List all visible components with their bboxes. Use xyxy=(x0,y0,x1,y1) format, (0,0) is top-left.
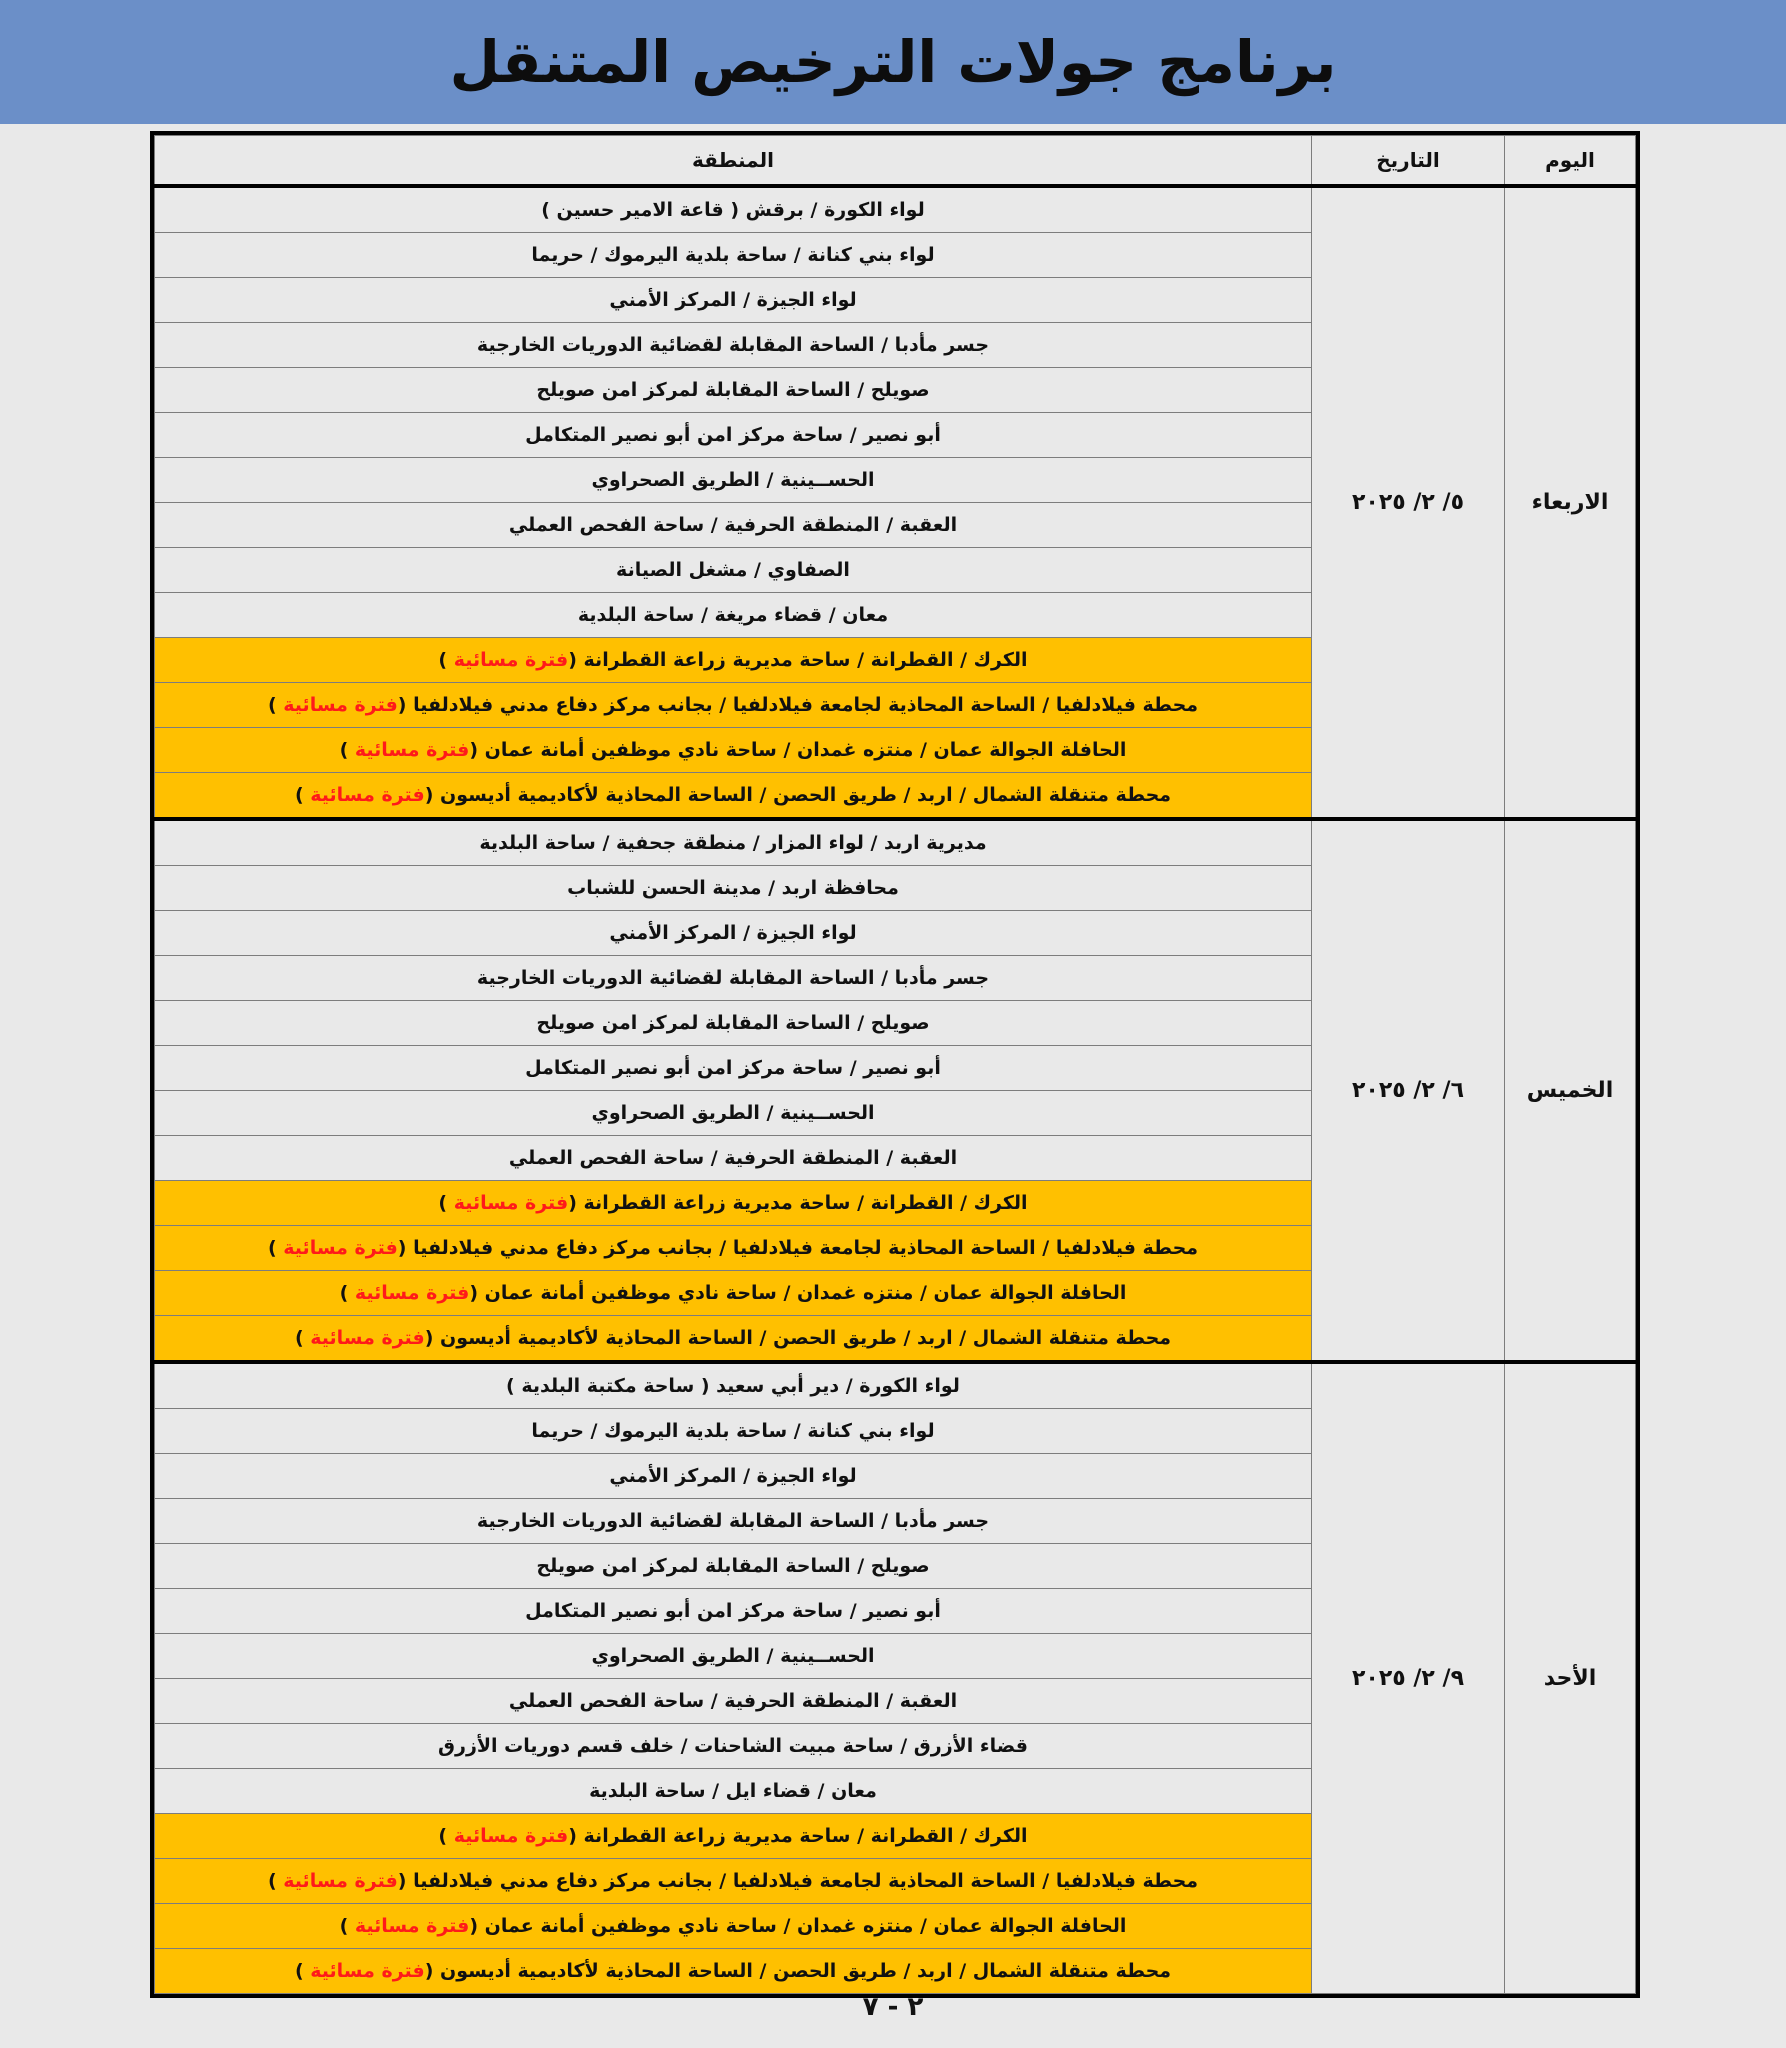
location-text: لواء الكورة / برقش ( قاعة الامير حسين ) xyxy=(541,199,925,221)
header-day: اليوم xyxy=(1505,136,1636,187)
header-region: المنطقة xyxy=(155,136,1312,187)
location-cell xyxy=(155,593,1312,638)
location-text: جسر مأدبا / الساحة المقابلة لقضائية الدوريات الخارجية xyxy=(476,967,990,989)
evening-period-label: فترة مسائية xyxy=(354,1282,470,1304)
closing-paren: ) xyxy=(339,739,355,761)
location-text: الحســينية / الطريق الصحراوي xyxy=(591,1102,875,1124)
location-cell xyxy=(155,1316,1312,1363)
location-text: الكرك / القطرانة / ساحة مديرية زراعة القطرانة ( xyxy=(568,1825,1028,1847)
location-cell xyxy=(155,1769,1312,1814)
location-cell xyxy=(155,1544,1312,1589)
location-text: صويلح / الساحة المقابلة لمركز امن صويلح xyxy=(536,1012,930,1034)
location-text: أبو نصير / ساحة مركز امن أبو نصير المتكامل xyxy=(525,424,941,446)
location-cell xyxy=(155,1724,1312,1769)
location-text: الحافلة الجوالة عمان / منتزه غمدان / ساحة نادي موظفين أمانة عمان ( xyxy=(469,1282,1127,1304)
location-text: الكرك / القطرانة / ساحة مديرية زراعة القطرانة ( xyxy=(568,1192,1028,1214)
location-cell xyxy=(155,368,1312,413)
day-cell: الخميس xyxy=(1505,819,1636,1362)
location-cell xyxy=(155,233,1312,278)
location-cell xyxy=(155,1454,1312,1499)
location-text: صويلح / الساحة المقابلة لمركز امن صويلح xyxy=(536,379,930,401)
location-text: العقبة / المنطقة الحرفية / ساحة الفحص العملي xyxy=(508,1147,958,1169)
location-text: لواء الجيزة / المركز الأمني xyxy=(609,289,857,311)
location-cell xyxy=(155,911,1312,956)
location-cell xyxy=(155,1679,1312,1724)
day-group xyxy=(155,819,1636,1362)
location-text: العقبة / المنطقة الحرفية / ساحة الفحص العملي xyxy=(508,514,958,536)
location-cell xyxy=(155,1181,1312,1226)
evening-period-label: فترة مسائية xyxy=(453,1192,569,1214)
location-text: محافظة اربد / مدينة الحسن للشباب xyxy=(567,877,899,899)
location-cell xyxy=(155,866,1312,911)
location-cell xyxy=(155,638,1312,683)
schedule-table xyxy=(154,135,1636,1994)
closing-paren: ) xyxy=(294,1327,311,1349)
location-text: محطة متنقلة الشمال / اربد / طريق الحصن / الساحة المحاذية لأكاديمية أديسون ( xyxy=(424,1327,1172,1349)
location-cell xyxy=(155,1001,1312,1046)
date-cell: ٩/ ٢/ ٢٠٢٥ xyxy=(1312,1362,1505,1994)
location-cell xyxy=(155,413,1312,458)
location-text: لواء الكورة / دير أبي سعيد ( ساحة مكتبة البلدية ) xyxy=(506,1375,960,1397)
closing-paren: ) xyxy=(339,1282,355,1304)
header-date: التاريخ xyxy=(1312,136,1505,187)
location-text: محطة فيلادلفيا / الساحة المحاذية لجامعة فيلادلفيا / بجانب مركز دفاع مدني فيلادلفيا ( xyxy=(397,1870,1199,1892)
location-cell xyxy=(155,1136,1312,1181)
location-text: معان / قضاء مريغة / ساحة البلدية xyxy=(577,604,889,626)
location-text: محطة متنقلة الشمال / اربد / طريق الحصن / الساحة المحاذية لأكاديمية أديسون ( xyxy=(424,784,1172,806)
location-text: محطة متنقلة الشمال / اربد / طريق الحصن / الساحة المحاذية لأكاديمية أديسون ( xyxy=(424,1960,1172,1982)
location-cell xyxy=(155,1814,1312,1859)
closing-paren: ) xyxy=(294,1960,311,1982)
location-text: صويلح / الساحة المقابلة لمركز امن صويلح xyxy=(536,1555,930,1577)
location-text: الحســينية / الطريق الصحراوي xyxy=(591,1645,875,1667)
table-row xyxy=(155,186,1636,233)
evening-period-label: فترة مسائية xyxy=(283,694,398,716)
location-cell xyxy=(155,1589,1312,1634)
closing-paren: ) xyxy=(339,1915,355,1937)
location-cell xyxy=(155,458,1312,503)
location-text: الحافلة الجوالة عمان / منتزه غمدان / ساحة نادي موظفين أمانة عمان ( xyxy=(469,1915,1127,1937)
closing-paren: ) xyxy=(267,1870,284,1892)
location-cell xyxy=(155,1091,1312,1136)
day-group xyxy=(155,1362,1636,1994)
location-text: الحســينية / الطريق الصحراوي xyxy=(591,469,875,491)
title-banner xyxy=(0,0,1786,124)
location-cell xyxy=(155,819,1312,866)
location-text: لواء الجيزة / المركز الأمني xyxy=(609,922,857,944)
closing-paren: ) xyxy=(267,1237,284,1259)
day-group xyxy=(155,186,1636,819)
location-cell xyxy=(155,1046,1312,1091)
location-cell xyxy=(155,548,1312,593)
evening-period-label: فترة مسائية xyxy=(354,739,470,761)
closing-paren: ) xyxy=(438,1192,454,1214)
location-text: الكرك / القطرانة / ساحة مديرية زراعة القطرانة ( xyxy=(568,649,1028,671)
location-cell xyxy=(155,323,1312,368)
page-number: ٢ - ٧ xyxy=(862,1992,924,2022)
evening-period-label: فترة مسائية xyxy=(453,1825,569,1847)
schedule-sheet xyxy=(150,131,1640,1998)
location-cell xyxy=(155,956,1312,1001)
location-cell xyxy=(155,728,1312,773)
location-text: الصفاوي / مشغل الصيانة xyxy=(616,559,850,581)
evening-period-label: فترة مسائية xyxy=(354,1915,470,1937)
location-cell xyxy=(155,683,1312,728)
location-text: محطة فيلادلفيا / الساحة المحاذية لجامعة فيلادلفيا / بجانب مركز دفاع مدني فيلادلفيا ( xyxy=(397,1237,1199,1259)
closing-paren: ) xyxy=(267,694,284,716)
location-cell xyxy=(155,1904,1312,1949)
location-cell xyxy=(155,503,1312,548)
location-text: لواء بني كنانة / ساحة بلدية اليرموك / حريما xyxy=(531,1420,935,1442)
location-cell xyxy=(155,1499,1312,1544)
location-cell xyxy=(155,1362,1312,1409)
location-text: قضاء الأزرق / ساحة مبيت الشاحنات / خلف قسم دوريات الأزرق xyxy=(438,1735,1028,1757)
date-cell: ٦/ ٢/ ٢٠٢٥ xyxy=(1312,819,1505,1362)
location-text: العقبة / المنطقة الحرفية / ساحة الفحص العملي xyxy=(508,1690,958,1712)
location-text: الحافلة الجوالة عمان / منتزه غمدان / ساحة نادي موظفين أمانة عمان ( xyxy=(469,739,1127,761)
location-cell xyxy=(155,1271,1312,1316)
location-cell xyxy=(155,1859,1312,1904)
evening-period-label: فترة مسائية xyxy=(283,1870,398,1892)
evening-period-label: فترة مسائية xyxy=(310,1960,425,1982)
page-title: برنامج جولات الترخيص المتنقل xyxy=(449,28,1337,96)
location-cell xyxy=(155,1634,1312,1679)
closing-paren: ) xyxy=(294,784,311,806)
location-text: مديرية اربد / لواء المزار / منطقة جحفية / ساحة البلدية xyxy=(479,832,987,854)
evening-period-label: فترة مسائية xyxy=(310,1327,425,1349)
location-text: جسر مأدبا / الساحة المقابلة لقضائية الدوريات الخارجية xyxy=(476,334,990,356)
location-cell xyxy=(155,278,1312,323)
location-cell xyxy=(155,1409,1312,1454)
location-text: معان / قضاء ايل / ساحة البلدية xyxy=(589,1780,877,1802)
day-cell: الاربعاء xyxy=(1505,186,1636,819)
location-cell xyxy=(155,186,1312,233)
closing-paren: ) xyxy=(438,649,454,671)
evening-period-label: فترة مسائية xyxy=(283,1237,398,1259)
location-text: محطة فيلادلفيا / الساحة المحاذية لجامعة فيلادلفيا / بجانب مركز دفاع مدني فيلادلفيا ( xyxy=(397,694,1199,716)
location-cell xyxy=(155,1949,1312,1994)
location-cell xyxy=(155,773,1312,820)
header-row xyxy=(155,136,1636,187)
evening-period-label: فترة مسائية xyxy=(310,784,425,806)
location-text: جسر مأدبا / الساحة المقابلة لقضائية الدوريات الخارجية xyxy=(476,1510,990,1532)
location-text: لواء بني كنانة / ساحة بلدية اليرموك / حريما xyxy=(531,244,935,266)
table-row xyxy=(155,1362,1636,1409)
closing-paren: ) xyxy=(438,1825,454,1847)
evening-period-label: فترة مسائية xyxy=(453,649,569,671)
table-row xyxy=(155,819,1636,866)
location-cell xyxy=(155,1226,1312,1271)
date-cell: ٥/ ٢/ ٢٠٢٥ xyxy=(1312,186,1505,819)
location-text: أبو نصير / ساحة مركز امن أبو نصير المتكامل xyxy=(525,1600,941,1622)
location-text: أبو نصير / ساحة مركز امن أبو نصير المتكامل xyxy=(525,1057,941,1079)
location-text: لواء الجيزة / المركز الأمني xyxy=(609,1465,857,1487)
day-cell: الأحد xyxy=(1505,1362,1636,1994)
